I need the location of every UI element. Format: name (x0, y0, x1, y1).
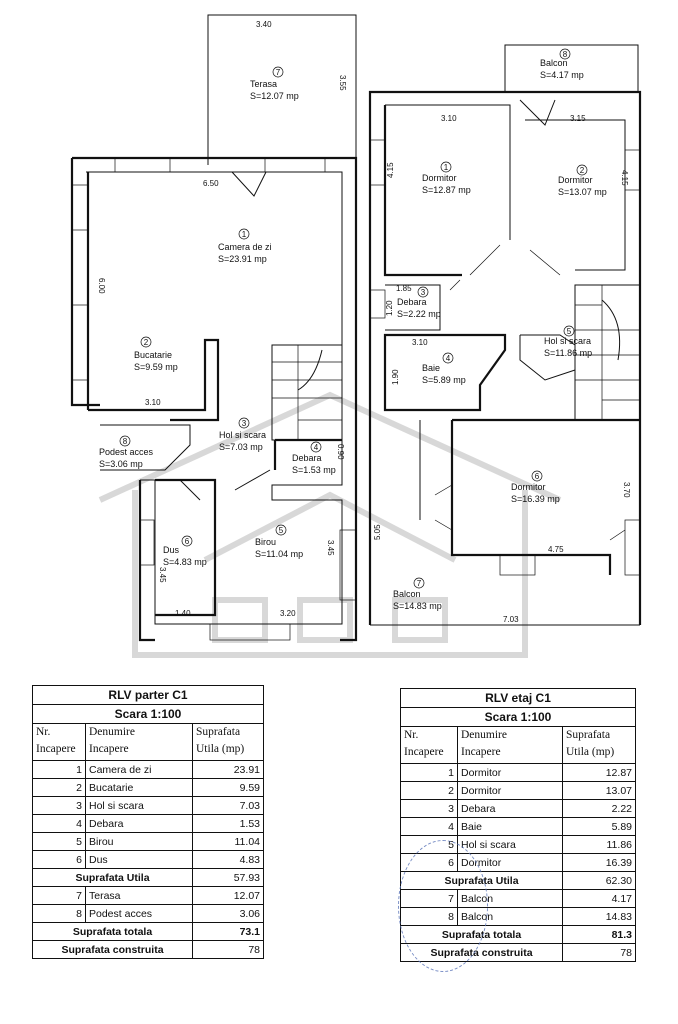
svg-text:S=7.03 mp: S=7.03 mp (219, 442, 263, 452)
svg-text:7: 7 (416, 579, 422, 588)
room-debara-ground (292, 442, 336, 475)
svg-text:S=12.87 mp: S=12.87 mp (422, 185, 471, 195)
table-row: 3 Hol si scara 7.03 (33, 797, 264, 815)
svg-text:Dormitor: Dormitor (558, 175, 593, 185)
dim-label: 7.03 (503, 615, 519, 624)
dim-label: 4.75 (548, 545, 564, 554)
svg-text:S=9.59 mp: S=9.59 mp (134, 362, 178, 372)
svg-text:S=4.83 mp: S=4.83 mp (163, 557, 207, 567)
room-hol-si-scara (219, 418, 266, 452)
svg-text:5: 5 (566, 327, 572, 336)
dim-label: 4.15 (386, 162, 395, 178)
svg-text:Dus: Dus (163, 545, 180, 555)
svg-text:S=1.53 mp: S=1.53 mp (292, 465, 336, 475)
suprafata-totala-row: Suprafata totala 73.1 (33, 923, 264, 941)
svg-text:3: 3 (420, 288, 426, 297)
svg-text:S=5.89 mp: S=5.89 mp (422, 375, 466, 385)
svg-text:4: 4 (445, 354, 451, 363)
table-row: 2 Bucatarie 9.59 (33, 779, 264, 797)
svg-text:7: 7 (275, 68, 281, 77)
suprafata-utila-row: Suprafata Utila 62.30 (401, 872, 636, 890)
dim-label: 0.90 (336, 444, 345, 460)
dim-label: 6.50 (203, 179, 219, 188)
table-row: 6 Dus 4.83 (33, 851, 264, 869)
svg-text:1: 1 (241, 230, 247, 239)
table-row: 7 Balcon 4.17 (401, 890, 636, 908)
dim-label: 1.20 (385, 300, 394, 316)
table-title: RLV etaj C1 (401, 689, 636, 708)
svg-text:Bucatarie: Bucatarie (134, 350, 173, 360)
room-balcon-top (540, 49, 584, 80)
dim-label: 3.45 (158, 567, 167, 583)
svg-text:S=11.04 mp: S=11.04 mp (255, 549, 304, 559)
table-row: 5 Hol si scara 11.86 (401, 836, 636, 854)
svg-text:S=13.07 mp: S=13.07 mp (558, 187, 607, 197)
svg-text:S=16.39 mp: S=16.39 mp (511, 494, 560, 504)
ground-floor-plan (72, 15, 356, 640)
svg-text:5: 5 (278, 526, 284, 535)
room-baie (422, 353, 466, 385)
dim-label: 3.45 (326, 540, 335, 556)
table-row: 3 Debara 2.22 (401, 800, 636, 818)
table-row: 5 Birou 11.04 (33, 833, 264, 851)
table-row: 4 Debara 1.53 (33, 815, 264, 833)
room-dormitor-2 (558, 165, 607, 197)
svg-text:6: 6 (184, 537, 190, 546)
dim-label: 6.00 (97, 278, 106, 294)
dim-label: 3.40 (256, 20, 272, 29)
svg-text:4: 4 (313, 443, 319, 452)
svg-text:Dormitor: Dormitor (422, 173, 457, 183)
svg-text:Terasa: Terasa (250, 79, 278, 89)
svg-text:8: 8 (122, 437, 128, 446)
svg-text:2: 2 (143, 338, 149, 347)
suprafata-totala-row: Suprafata totala 81.3 (401, 926, 636, 944)
rlv-etaj-table (400, 688, 636, 962)
table-scale: Scara 1:100 (401, 708, 636, 727)
svg-text:Balcon: Balcon (393, 589, 421, 599)
svg-text:S=11.86 mp: S=11.86 mp (544, 348, 593, 358)
room-podest-acces (99, 436, 154, 469)
svg-text:S=14.83 mp: S=14.83 mp (393, 601, 442, 611)
room-balcon-bottom (393, 578, 442, 611)
table-header: Nr. Incapere Denumire Incapere Suprafata Utila (mp) (33, 724, 264, 761)
table-row: 7 Terasa 12.07 (33, 887, 264, 905)
table-row: 2 Dormitor 13.07 (401, 782, 636, 800)
svg-text:Podest acces: Podest acces (99, 447, 154, 457)
svg-text:S=3.06 mp: S=3.06 mp (99, 459, 143, 469)
room-terasa (250, 67, 299, 101)
svg-text:S=2.22 mp: S=2.22 mp (397, 309, 441, 319)
dim-label: 3.10 (145, 398, 161, 407)
dim-label: 3.10 (441, 114, 457, 123)
table-row: 6 Dormitor 16.39 (401, 854, 636, 872)
table-title: RLV parter C1 (33, 686, 264, 705)
suprafata-utila-row: Suprafata Utila 57.93 (33, 869, 264, 887)
room-bucatarie (134, 337, 178, 372)
dim-label: 1.90 (391, 369, 400, 385)
dim-label: 1.85 (396, 284, 412, 293)
suprafata-construita-row: Suprafata construita 78 (33, 941, 264, 959)
dim-label: 3.70 (622, 482, 631, 498)
svg-text:S=12.07 mp: S=12.07 mp (250, 91, 299, 101)
svg-text:Debara: Debara (397, 297, 427, 307)
svg-text:Birou: Birou (255, 537, 277, 547)
room-dormitor-1 (422, 162, 471, 195)
svg-text:S=4.17 mp: S=4.17 mp (540, 70, 584, 80)
table-row: 1 Camera de zi 23.91 (33, 761, 264, 779)
svg-text:Camera de zi: Camera de zi (218, 242, 272, 252)
svg-text:8: 8 (562, 50, 568, 59)
table-row: 8 Balcon 14.83 (401, 908, 636, 926)
dim-label: 3.15 (570, 114, 586, 123)
table-header: Nr. Incapere Denumire Incapere Suprafata Utila (mp) (401, 727, 636, 764)
svg-text:Baie: Baie (422, 363, 441, 373)
table-scale: Scara 1:100 (33, 705, 264, 724)
svg-text:Dormitor: Dormitor (511, 482, 546, 492)
dim-label: 5.05 (373, 524, 382, 540)
room-dormitor-6 (511, 471, 560, 504)
dim-label: 3.55 (338, 75, 347, 91)
svg-text:6: 6 (534, 472, 540, 481)
svg-text:Hol si scara: Hol si scara (544, 336, 592, 346)
room-hol-si-scara-upper (544, 326, 592, 358)
dim-label: 3.20 (280, 609, 296, 618)
svg-text:Debara: Debara (292, 453, 322, 463)
room-dus (163, 536, 207, 567)
dim-label: 1.40 (175, 609, 191, 618)
svg-text:Balcon: Balcon (540, 58, 568, 68)
table-row: 8 Podest acces 3.06 (33, 905, 264, 923)
dim-label: 4.15 (620, 170, 629, 186)
table-row: 1 Dormitor 12.87 (401, 764, 636, 782)
rlv-parter-table (32, 685, 264, 959)
table-row: 4 Baie 5.89 (401, 818, 636, 836)
svg-text:1: 1 (443, 163, 449, 172)
svg-text:3: 3 (241, 419, 247, 428)
room-camera-de-zi (218, 229, 272, 264)
svg-text:Hol si scara: Hol si scara (219, 430, 267, 440)
svg-text:S=23.91 mp: S=23.91 mp (218, 254, 267, 264)
dim-label: 3.10 (412, 338, 428, 347)
suprafata-construita-row: Suprafata construita 78 (401, 944, 636, 962)
svg-text:2: 2 (579, 166, 585, 175)
